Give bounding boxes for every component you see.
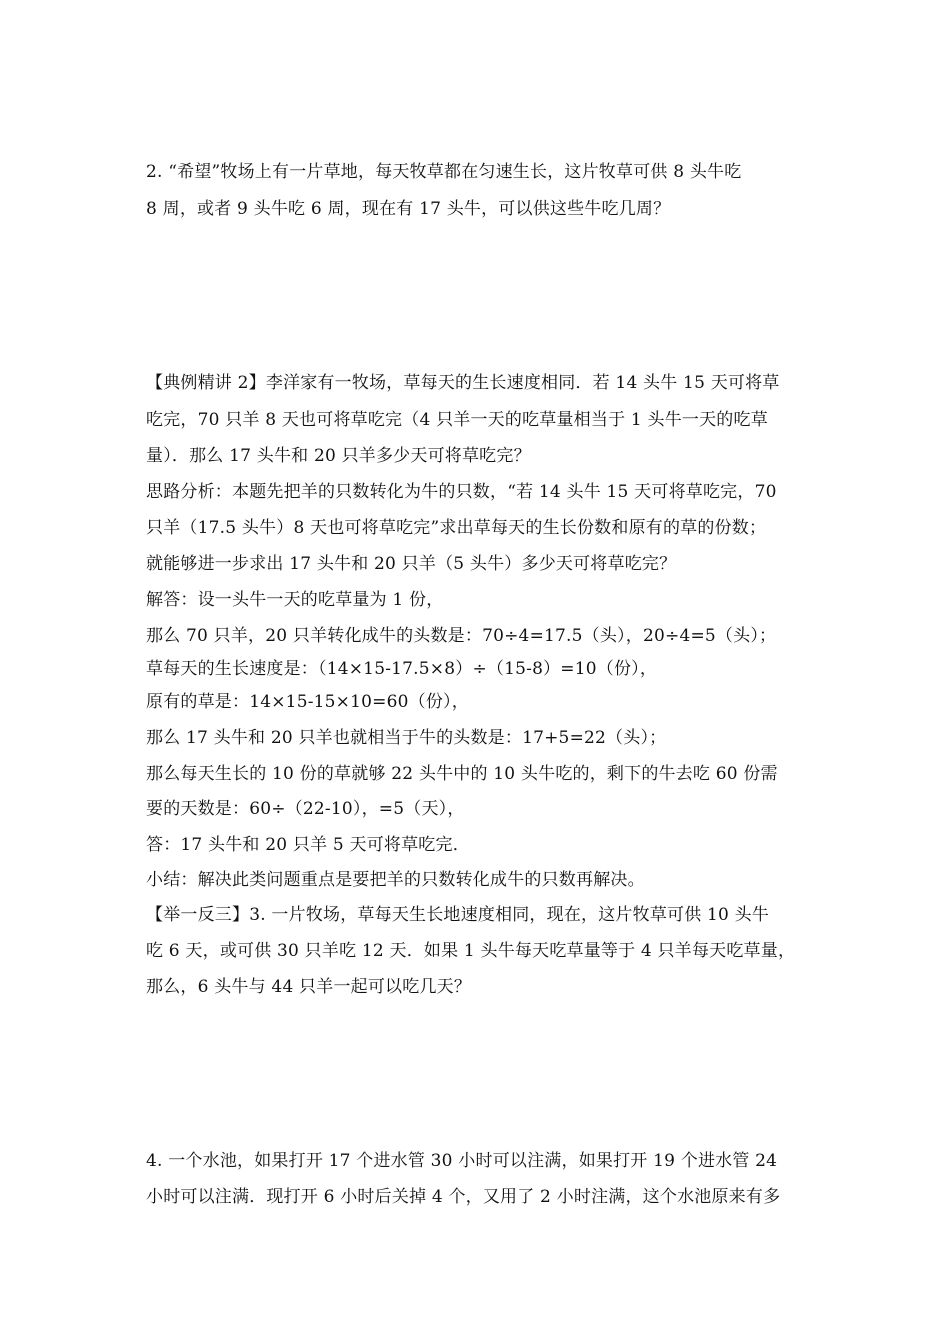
problem-4-line-2: 小时可以注满．现打开 6 小时后关掉 4 个，又用了 2 小时注满，这个水池原来有多 [146,1187,781,1207]
problem-2-line-1: 2. “希望”牧场上有一片草地，每天牧草都在匀速生长，这片牧草可供 8 头牛吃 [146,162,742,182]
analysis-line-2: 只羊（17.5 头牛）8 天也可将草吃完”求出草每天的生长份数和原有的草的份数； [146,518,767,538]
solution-line-4: 原有的草是：14×15-15×10=60（份）， [146,692,469,712]
example-2-line-1: 【典例精讲 2】李洋家有一牧场，草每天的生长速度相同．若 14 头牛 15 天可将草 [146,373,780,393]
example-2-line-3: 量）．那么 17 头牛和 20 只羊多少天可将草吃完？ [146,446,531,466]
practice-3-line-3: 那么，6 头牛与 44 只羊一起可以吃几天？ [146,977,472,997]
solution-line-8: 答：17 头牛和 20 只羊 5 天可将草吃完． [146,835,470,855]
solution-line-6: 那么每天生长的 10 份的草就够 22 头牛中的 10 头牛吃的，剩下的牛去吃 60 份需 [146,764,778,784]
solution-line-7: 要的天数是：60÷（22-10），=5（天）， [146,799,465,819]
problem-2-line-2: 8 周，或者 9 头牛吃 6 周，现在有 17 头牛，可以供这些牛吃几周？ [146,199,671,219]
analysis-line-3: 就能够进一步求出 17 头牛和 20 只羊（5 头牛）多少天可将草吃完？ [146,554,677,574]
solution-line-2: 那么 70 只羊，20 只羊转化成牛的头数是：70÷4=17.5（头），20÷4=5（头）； [146,626,777,646]
summary-line: 小结：解决此类问题重点是要把羊的只数转化成牛的只数再解决。 [146,870,645,890]
analysis-line-1: 思路分析：本题先把羊的只数转化为牛的只数，“若 14 头牛 15 天可将草吃完，70 [146,482,777,502]
solution-line-3: 草每天的生长速度是：（14×15-17.5×8）÷（15-8）=10（份）， [146,659,658,679]
solution-line-5: 那么 17 头牛和 20 只羊也就相当于牛的头数是：17+5=22（头）； [146,728,667,748]
example-2-line-2: 吃完，70 只羊 8 天也可将草吃完（4 只羊一天的吃草量相当于 1 头牛一天的吃草 [146,410,768,430]
practice-3-line-1: 【举一反三】3. 一片牧场，草每天生长地速度相同，现在，这片牧草可供 10 头牛 [146,905,770,925]
problem-4-line-1: 4. 一个水池，如果打开 17 个进水管 30 小时可以注满，如果打开 19 个进水管 24 [146,1151,778,1171]
practice-3-line-2: 吃 6 天，或可供 30 只羊吃 12 天．如果 1 头牛每天吃草量等于 4 只羊每天吃草量， [146,941,796,961]
solution-line-1: 解答：设一头牛一天的吃草量为 1 份， [146,590,444,610]
